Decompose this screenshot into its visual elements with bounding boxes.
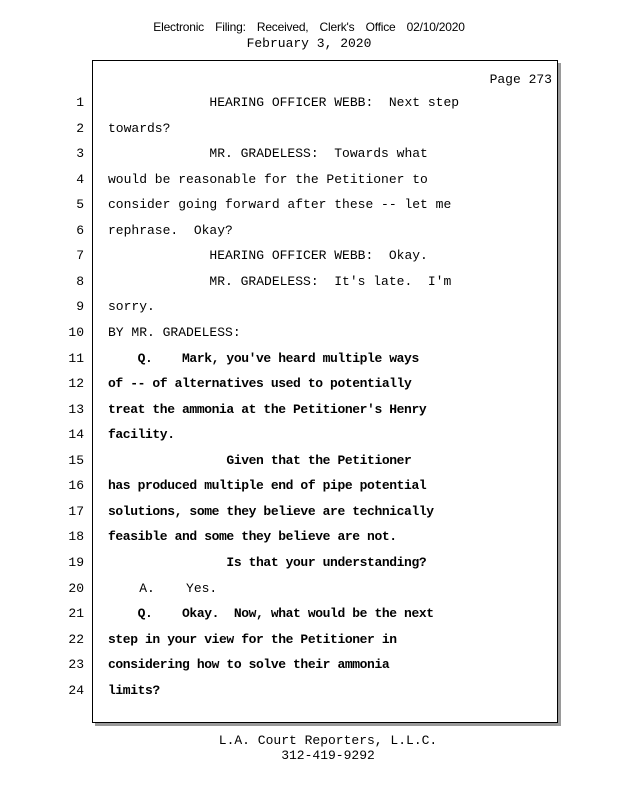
transcript-line: step in your view for the Petitioner in: [108, 632, 397, 647]
court-reporter-phone: 312-419-9292: [281, 748, 375, 763]
transcript-line: would be reasonable for the Petitioner to: [108, 172, 428, 187]
electronic-filing-stamp: Electronic Filing: Received, Clerk's Office 02/10/2020: [153, 20, 465, 34]
line-number: 15: [68, 453, 84, 468]
line-number: 5: [76, 197, 84, 212]
line-number: 2: [76, 121, 84, 136]
line-number: 3: [76, 146, 84, 161]
transcript-line: HEARING OFFICER WEBB: Okay.: [108, 248, 428, 263]
transcript-line: Given that the Petitioner: [108, 453, 412, 468]
transcript-line: of -- of alternatives used to potentially: [108, 376, 412, 391]
transcript-line: HEARING OFFICER WEBB: Next step: [108, 95, 460, 110]
line-number: 22: [68, 632, 84, 647]
line-number: 13: [68, 402, 84, 417]
transcript-line: limits?: [108, 683, 160, 698]
line-number: 19: [68, 555, 84, 570]
line-number: 6: [76, 223, 84, 238]
transcript-line: consider going forward after these -- let me: [108, 197, 452, 212]
line-number: 24: [68, 683, 84, 698]
line-number: 10: [68, 325, 84, 340]
transcript-line: sorry.: [108, 299, 155, 314]
transcript-line: BY MR. GRADELESS:: [108, 325, 241, 340]
transcript-date: February 3, 2020: [246, 36, 372, 51]
line-number: 4: [76, 172, 84, 187]
line-number: 18: [68, 529, 84, 544]
transcript-line: A. Yes.: [108, 581, 218, 596]
line-number: 12: [68, 376, 84, 391]
transcript-line: feasible and some they believe are not.: [108, 529, 397, 544]
line-number: 9: [76, 299, 84, 314]
line-number: 11: [68, 351, 84, 366]
line-number: 16: [68, 478, 84, 493]
line-number: 17: [68, 504, 84, 519]
line-number: 8: [76, 274, 84, 289]
transcript-line: treat the ammonia at the Petitioner's Henry: [108, 402, 427, 417]
transcript-line: Q. Mark, you've heard multiple ways: [108, 351, 419, 366]
line-number: 21: [68, 606, 84, 621]
transcript-line: considering how to solve their ammonia: [108, 657, 390, 672]
court-reporter-name: L.A. Court Reporters, L.L.C.: [218, 733, 438, 748]
transcript-line: has produced multiple end of pipe potential: [108, 478, 427, 493]
line-number: 23: [68, 657, 84, 672]
transcript-line: rephrase. Okay?: [108, 223, 233, 238]
transcript-line: facility.: [108, 427, 175, 442]
transcript-line: solutions, some they believe are technically: [108, 504, 434, 519]
transcript-line: MR. GRADELESS: Towards what: [108, 146, 428, 161]
transcript-line: Is that your understanding?: [108, 555, 427, 570]
line-number: 14: [68, 427, 84, 442]
line-number: 1: [76, 95, 84, 110]
line-number: 7: [76, 248, 84, 263]
line-number: 20: [68, 581, 84, 596]
transcript-line: Q. Okay. Now, what would be the next: [108, 606, 434, 621]
transcript-line: towards?: [108, 121, 171, 136]
page-number: Page 273: [489, 72, 552, 87]
transcript-line: MR. GRADELESS: It's late. I'm: [108, 274, 452, 289]
